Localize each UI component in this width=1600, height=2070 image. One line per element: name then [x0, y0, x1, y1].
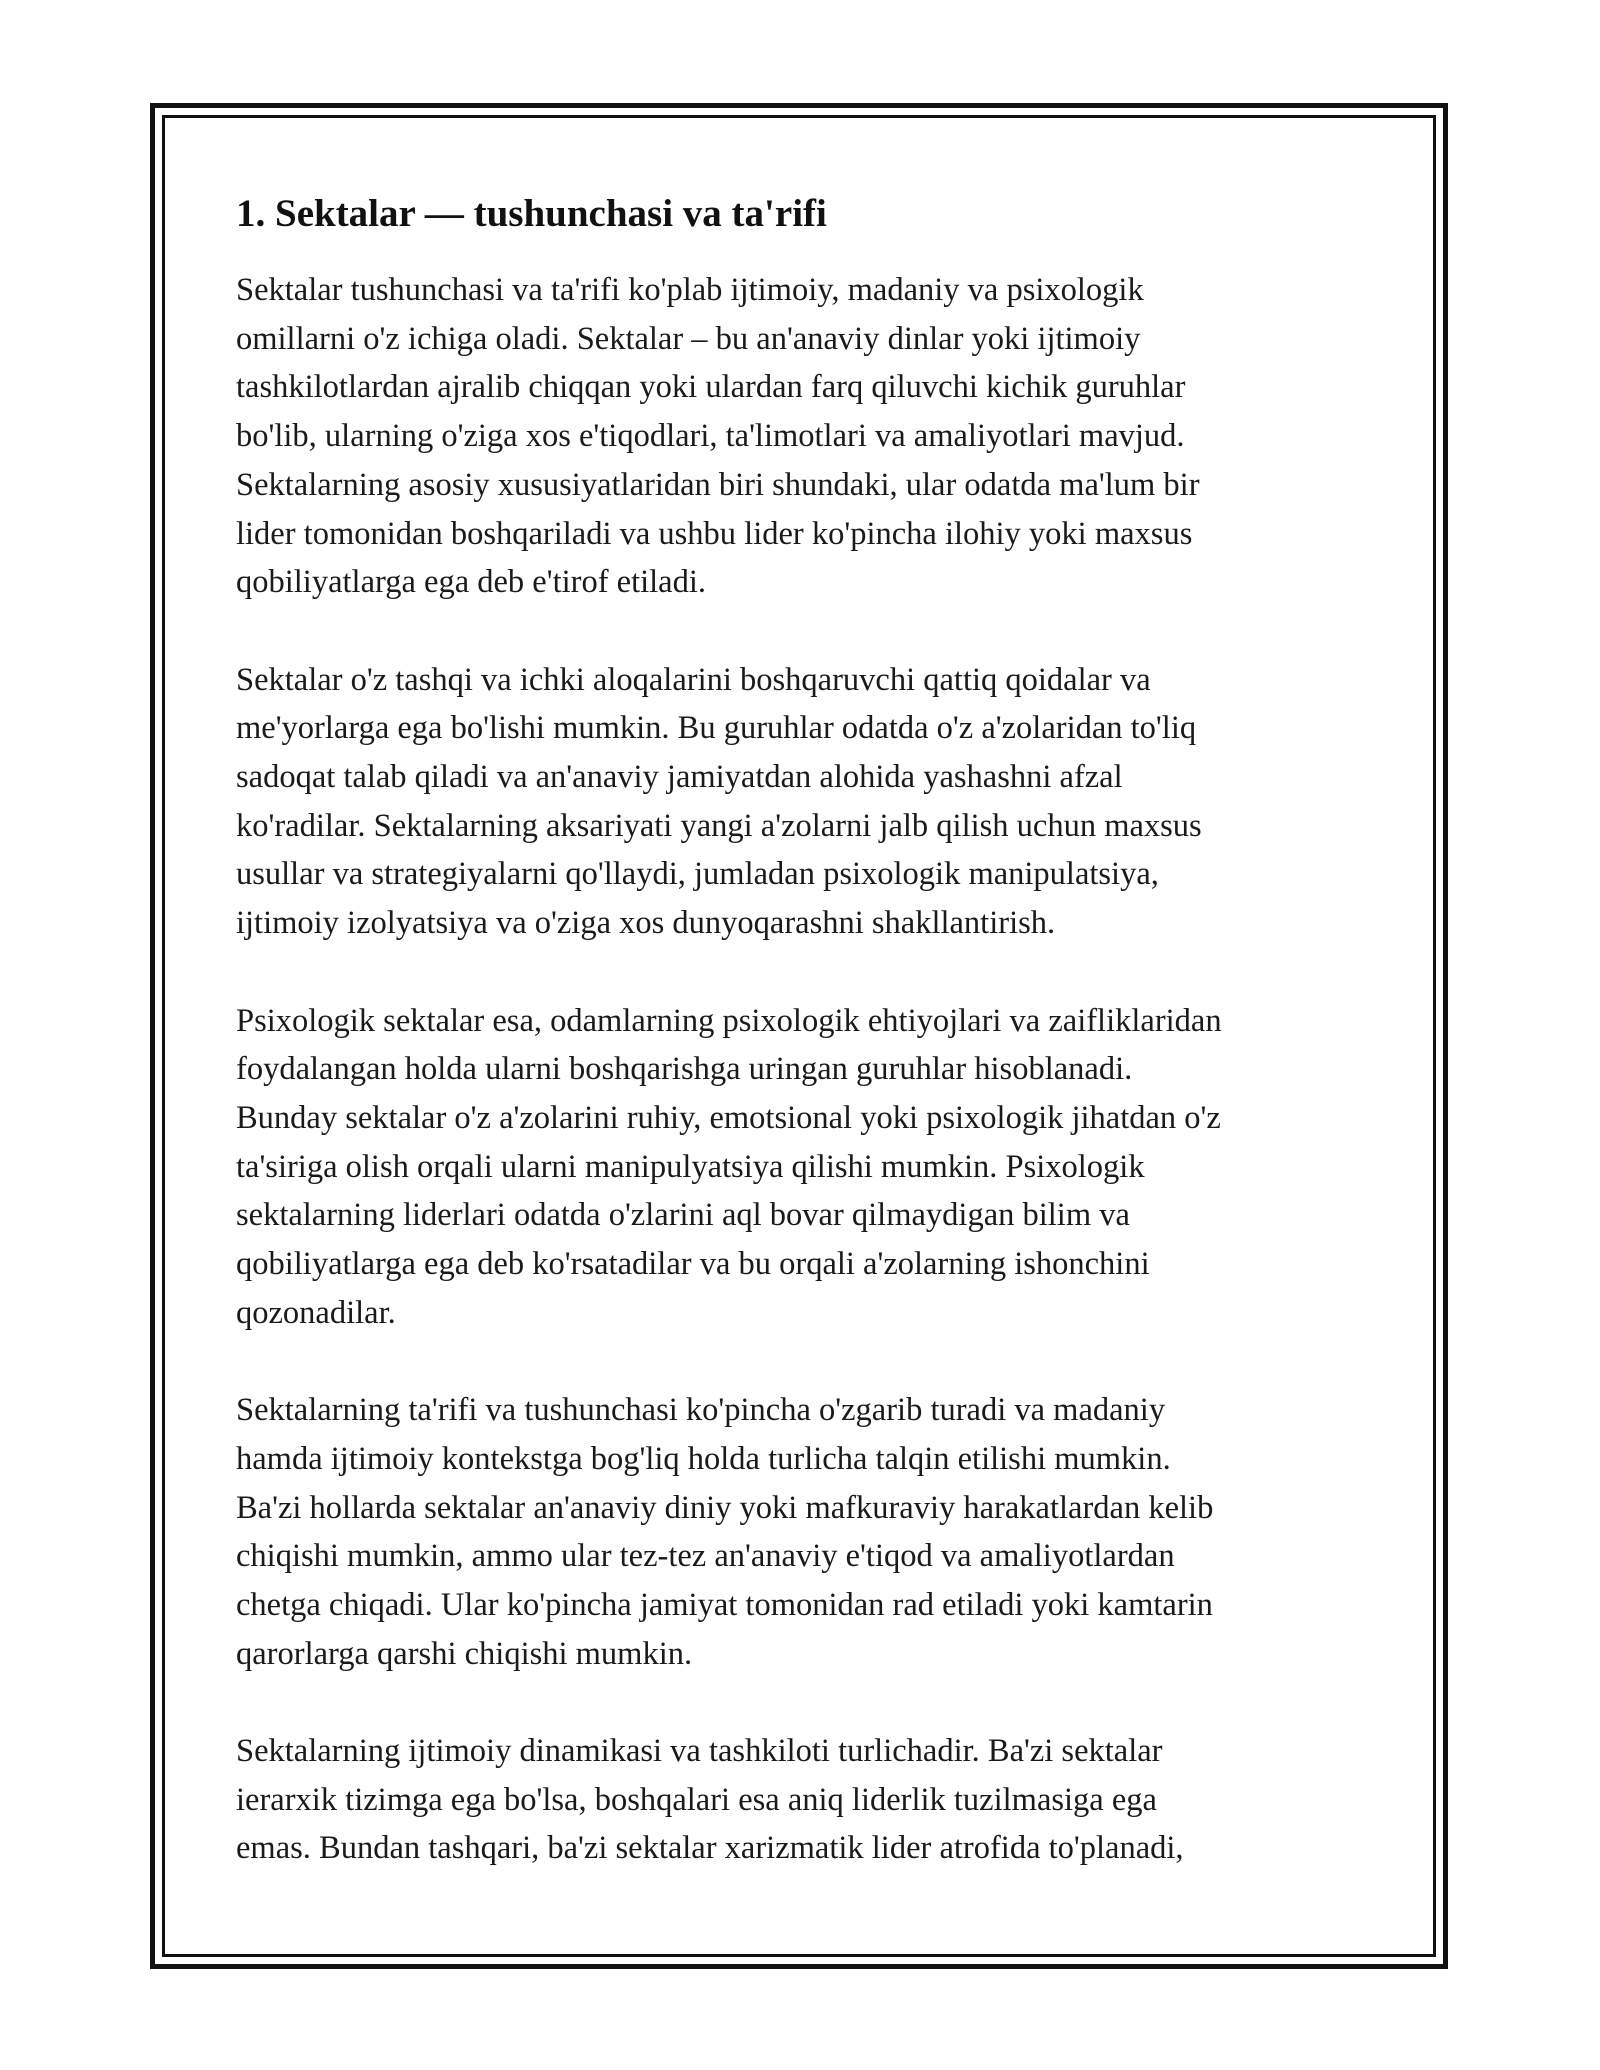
paragraph-line: ijtimoiy izolyatsiya va o'ziga xos dunyoqarashni shakllantirish.	[236, 905, 1056, 942]
section-heading: 1. Sektalar — tushunchasi va ta'rifi	[236, 192, 827, 235]
paragraph-line: qarorlarga qarshi chiqishi mumkin.	[236, 1635, 693, 1672]
paragraph-line: Sektalarning asosiy xususiyatlaridan biri shundaki, ular odatda ma'lum bir	[236, 466, 1200, 503]
paragraph-line: Sektalarning ijtimoiy dinamikasi va tashkiloti turlichadir. Ba'zi sektalar	[236, 1733, 1163, 1770]
paragraph-line: chetga chiqadi. Ular ko'pincha jamiyat tomonidan rad etiladi yoki kamtarin	[236, 1586, 1213, 1623]
paragraph-list	[236, 266, 1366, 1873]
paragraph	[236, 1727, 1366, 1873]
paragraph-line: sadoqat talab qiladi va an'anaviy jamiyatdan alohida yashashni afzal	[236, 759, 1123, 796]
paragraph-line: Psixologik sektalar esa, odamlarning psixologik ehtiyojlari va zaifliklaridan	[236, 1002, 1222, 1039]
paragraph-line: bo'lib, ularning o'ziga xos e'tiqodlari, ta'limotlari va amaliyotlari mavjud.	[236, 418, 1185, 455]
paragraph	[236, 656, 1366, 948]
paragraph-line: tashkilotlardan ajralib chiqqan yoki ulardan farq qiluvchi kichik guruhlar	[236, 369, 1186, 406]
paragraph-line: ierarxik tizimga ega bo'lsa, boshqalari esa aniq liderlik tuzilmasiga ega	[236, 1781, 1157, 1818]
paragraph-line: me'yorlarga ega bo'lishi mumkin. Bu guruhlar odatda o'z a'zolaridan to'liq	[236, 710, 1197, 747]
paragraph-line: Sektalarning ta'rifi va tushunchasi ko'pincha o'zgarib turadi va madaniy	[236, 1392, 1166, 1429]
paragraph	[236, 266, 1366, 607]
document-body	[236, 188, 1366, 1922]
paragraph-line: lider tomonidan boshqariladi va ushbu lider ko'pincha ilohiy yoki maxsus	[236, 515, 1193, 552]
paragraph-line: Sektalar o'z tashqi va ichki aloqalarini boshqaruvchi qattiq qoidalar va	[236, 661, 1151, 698]
paragraph	[236, 997, 1366, 1338]
paragraph-line: emas. Bundan tashqari, ba'zi sektalar xarizmatik lider atrofida to'planadi,	[236, 1830, 1184, 1867]
paragraph-line: usullar va strategiyalarni qo'llaydi, jumladan psixologik manipulatsiya,	[236, 856, 1159, 893]
paragraph-line: Sektalar tushunchasi va ta'rifi ko'plab ijtimoiy, madaniy va psixologik	[236, 272, 1144, 308]
paragraph-line: sektalarning liderlari odatda o'zlarini aql bovar qilmaydigan bilim va	[236, 1197, 1130, 1234]
paragraph-line: foydalangan holda ularni boshqarishga uringan guruhlar hisoblanadi.	[236, 1051, 1133, 1088]
paragraph-line: ta'siriga olish orqali ularni manipulyatsiya qilishi mumkin. Psixologik	[236, 1148, 1145, 1185]
paragraph-line: Ba'zi hollarda sektalar an'anaviy diniy yoki mafkuraviy harakatlardan kelib	[236, 1489, 1214, 1526]
paragraph	[236, 1386, 1366, 1678]
paragraph-line: qobiliyatlarga ega deb ko'rsatadilar va bu orqali a'zolarning ishonchini	[236, 1246, 1150, 1283]
paragraph-line: qobiliyatlarga ega deb e'tirof etiladi.	[236, 564, 707, 601]
paragraph-line: Bunday sektalar o'z a'zolarini ruhiy, emotsional yoki psixologik jihatdan o'z	[236, 1099, 1221, 1136]
paragraph-line: hamda ijtimoiy kontekstga bog'liq holda turlicha talqin etilishi mumkin.	[236, 1440, 1171, 1477]
paragraph-line: ko'radilar. Sektalarning aksariyati yangi a'zolarni jalb qilish uchun maxsus	[236, 807, 1202, 844]
paragraph-line: omillarni o'z ichiga oladi. Sektalar – bu an'anaviy dinlar yoki ijtimoiy	[236, 320, 1141, 357]
paragraph-line: chiqishi mumkin, ammo ular tez-tez an'anaviy e'tiqod va amaliyotlardan	[236, 1538, 1175, 1575]
paragraph-line: qozonadilar.	[236, 1294, 396, 1331]
